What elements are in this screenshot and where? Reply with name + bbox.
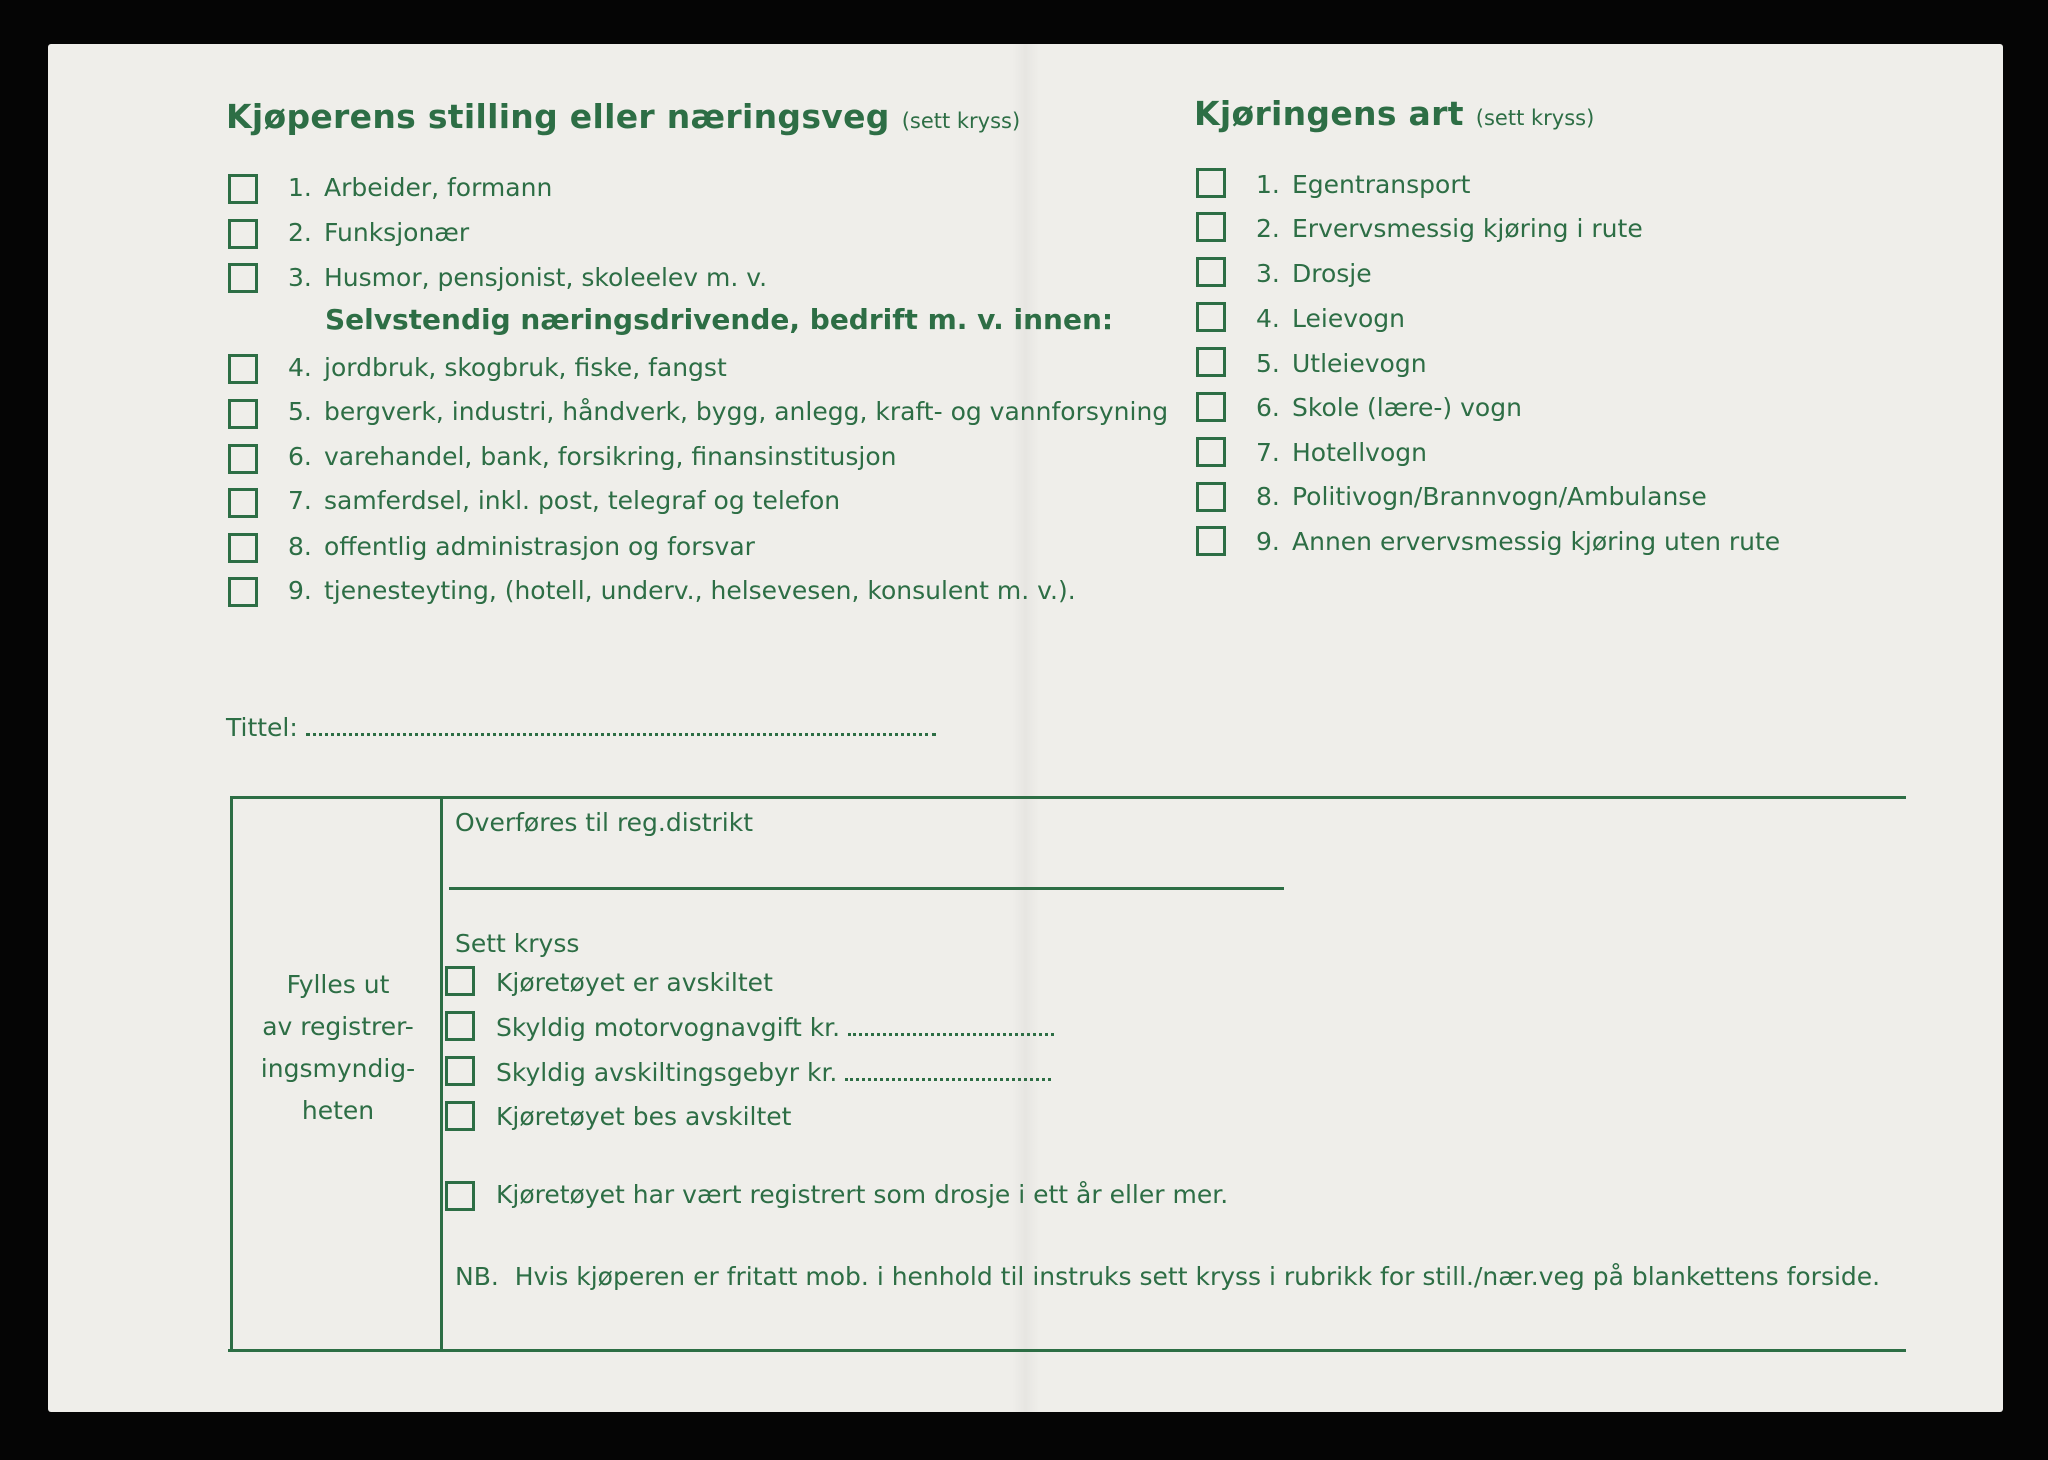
driving-checkbox-8[interactable]: [1196, 482, 1226, 512]
side-label-line: Fylles ut: [286, 970, 390, 999]
driving-checkbox-5[interactable]: [1196, 347, 1226, 377]
driving-type-heading: [1194, 94, 1594, 133]
option-label: tjenesteyting, (hotell, underv., helsevesen, konsulent m. v.).: [324, 576, 1076, 605]
driving-checkbox-6[interactable]: [1196, 392, 1226, 422]
occupation-checkbox-7[interactable]: [228, 488, 258, 518]
driving-option-3: [1256, 259, 1372, 288]
sett-kryss-label: Sett kryss: [455, 929, 580, 958]
occupation-option-3: [288, 263, 767, 292]
option-label: Egentransport: [1292, 170, 1471, 199]
option-label: jordbruk, skogbruk, fiske, fangst: [324, 353, 727, 382]
occupation-option-6: [288, 442, 897, 471]
box-divider-rule: [440, 796, 443, 1352]
driving-checkbox-7[interactable]: [1196, 437, 1226, 467]
occupation-option-9: [288, 576, 1076, 605]
option-label: Utleievogn: [1292, 349, 1427, 378]
option-number: 9.: [1256, 527, 1280, 556]
side-label-line: av registrer-: [262, 1012, 414, 1041]
option-number: 2.: [1256, 214, 1280, 243]
occupation-option-5: [288, 397, 1168, 426]
occupation-option-7: [288, 486, 840, 515]
option-number: 2.: [288, 218, 312, 247]
occupation-checkbox-9[interactable]: [228, 577, 258, 607]
transfer-district-line[interactable]: [449, 887, 1284, 890]
option-label: Drosje: [1292, 259, 1372, 288]
option-number: 8.: [1256, 482, 1280, 511]
nb-note: [455, 1262, 1880, 1291]
occupation-option-2: [288, 218, 469, 247]
option-number: 1.: [1256, 170, 1280, 199]
driving-option-5: [1256, 349, 1427, 378]
option-label: Leievogn: [1292, 304, 1406, 333]
title-label: Tittel:: [226, 713, 298, 742]
occupation-option-4: [288, 353, 727, 382]
option-label: Politivogn/Brannvogn/Ambulanse: [1292, 482, 1707, 511]
driving-option-2: [1256, 214, 1643, 243]
driving-checkbox-3[interactable]: [1196, 257, 1226, 287]
option-label: Funksjonær: [324, 218, 470, 247]
box-left-rule: [230, 796, 233, 1352]
option-number: 7.: [288, 486, 312, 515]
buyer-occupation-heading: [226, 97, 1020, 136]
driving-option-9: [1256, 527, 1780, 556]
buyer-occupation-note: (sett kryss): [901, 109, 1021, 133]
title-field[interactable]: [226, 713, 936, 742]
driving-checkbox-2[interactable]: [1196, 212, 1226, 242]
occupation-checkbox-4[interactable]: [228, 354, 258, 384]
option-number: 7.: [1256, 438, 1280, 467]
form-sheet: [48, 44, 2003, 1412]
option-number: 5.: [1256, 349, 1280, 378]
buyer-occupation-title: Kjøperens stilling eller næringsveg: [226, 97, 890, 136]
occupation-option-1: [288, 173, 552, 202]
occupation-checkbox-6[interactable]: [228, 444, 258, 474]
option-number: 6.: [1256, 393, 1280, 422]
option-number: 1.: [288, 173, 312, 202]
driving-type-title: Kjøringens art: [1194, 94, 1464, 133]
driving-checkbox-4[interactable]: [1196, 302, 1226, 332]
option-number: 4.: [288, 353, 312, 382]
registration-authority-label: [238, 964, 438, 1132]
driving-checkbox-9[interactable]: [1196, 526, 1226, 556]
option-number: 9.: [288, 576, 312, 605]
option-number: 3.: [1256, 259, 1280, 288]
occupation-option-8: [288, 532, 755, 561]
option-label: offentlig administrasjon og forsvar: [324, 532, 755, 561]
option-label: Skole (lære-) vogn: [1292, 393, 1522, 422]
occupation-checkbox-2[interactable]: [228, 219, 258, 249]
driving-option-6: [1256, 393, 1522, 422]
option-label: Ervervsmessig kjøring i rute: [1292, 214, 1643, 243]
option-number: 5.: [288, 397, 312, 426]
title-dotted-line: [306, 733, 936, 736]
driving-option-7: [1256, 438, 1427, 467]
option-label: bergverk, industri, håndverk, bygg, anlegg, kraft- og vannforsyning: [324, 397, 1169, 426]
driving-checkbox-1[interactable]: [1196, 168, 1226, 198]
occupation-checkbox-5[interactable]: [228, 399, 258, 429]
request-deregistration-checkbox[interactable]: [445, 1101, 475, 1131]
motor-tax-label: Skyldig motorvognavgift kr.: [496, 1013, 841, 1042]
option-label: Husmor, pensjonist, skoleelev m. v.: [324, 263, 768, 292]
option-number: 8.: [288, 532, 312, 561]
option-number: 4.: [1256, 304, 1280, 333]
option-label: Arbeider, formann: [324, 173, 553, 202]
option-number: 3.: [288, 263, 312, 292]
deregistration-fee-label: Skyldig avskiltingsgebyr kr.: [496, 1058, 838, 1087]
option-label: varehandel, bank, forsikring, finansinstitusjon: [324, 442, 897, 471]
deregistered-checkbox[interactable]: [445, 966, 475, 996]
deregistration-fee-dotted-line: [845, 1078, 1051, 1081]
option-number: 6.: [288, 442, 312, 471]
driving-option-4: [1256, 304, 1405, 333]
driving-option-1: [1256, 170, 1470, 199]
box-top-rule: [230, 796, 1906, 799]
box-bottom-rule: [228, 1349, 1906, 1352]
occupation-checkbox-1[interactable]: [228, 174, 258, 204]
motor-tax-field[interactable]: [496, 1013, 1054, 1042]
request-deregistration-label: Kjøretøyet bes avskiltet: [496, 1102, 792, 1131]
taxi-year-checkbox[interactable]: [445, 1181, 475, 1211]
deregistered-label: Kjøretøyet er avskiltet: [496, 968, 773, 997]
self-employed-subheading: Selvstendig næringsdrivende, bedrift m. v. innen:: [325, 303, 1114, 336]
motor-tax-checkbox[interactable]: [445, 1011, 475, 1041]
driving-option-8: [1256, 482, 1707, 511]
driving-type-note: (sett kryss): [1475, 106, 1595, 130]
nb-label: NB.: [455, 1262, 499, 1291]
occupation-checkbox-8[interactable]: [228, 533, 258, 563]
occupation-checkbox-3[interactable]: [228, 263, 258, 293]
option-label: samferdsel, inkl. post, telegraf og telefon: [324, 486, 841, 515]
option-label: Annen ervervsmessig kjøring uten rute: [1292, 527, 1781, 556]
side-label-line: ingsmyndig-: [260, 1054, 416, 1083]
deregistration-fee-checkbox[interactable]: [445, 1056, 475, 1086]
deregistration-fee-field[interactable]: [496, 1058, 1051, 1087]
taxi-year-label: Kjøretøyet har vært registrert som drosje i ett år eller mer.: [496, 1180, 1229, 1209]
nb-text: Hvis kjøperen er fritatt mob. i henhold til instruks sett kryss i rubrikk for still./nær.veg på blankettens forside.: [514, 1262, 1881, 1291]
side-label-line: heten: [301, 1096, 375, 1125]
motor-tax-dotted-line: [848, 1033, 1054, 1036]
transfer-district-label: Overføres til reg.distrikt: [455, 808, 754, 837]
option-label: Hotellvogn: [1292, 438, 1427, 467]
